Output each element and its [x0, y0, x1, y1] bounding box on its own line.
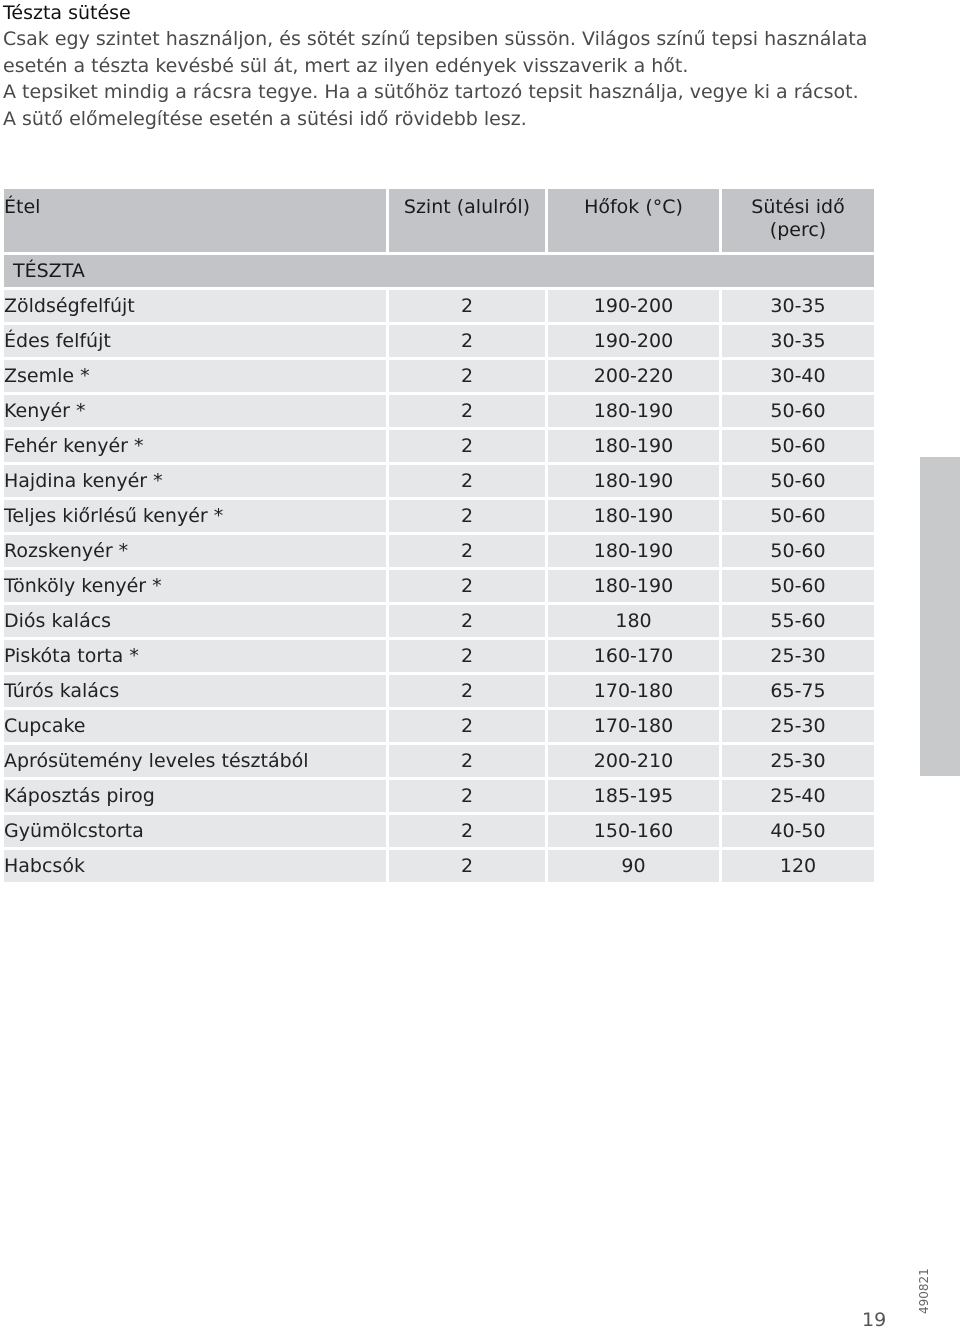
table-row [4, 745, 874, 780]
cell-temperature: 180-190 [548, 465, 722, 500]
cell-food: Hajdina kenyér * [4, 465, 389, 500]
header-baking-time-line1: Sütési idő [751, 196, 845, 218]
cell-level: 2 [389, 325, 548, 360]
cell-baking-time: 25-30 [722, 745, 874, 780]
cell-baking-time: 50-60 [722, 535, 874, 570]
table-row [4, 535, 874, 570]
cell-temperature: 170-180 [548, 675, 722, 710]
cell-food: Piskóta torta * [4, 640, 389, 675]
cell-baking-time: 50-60 [722, 465, 874, 500]
table-row [4, 640, 874, 675]
cell-level: 2 [389, 780, 548, 815]
cell-baking-time: 30-35 [722, 325, 874, 360]
cell-level: 2 [389, 745, 548, 780]
cell-food: Túrós kalács [4, 675, 389, 710]
intro-line: esetén a tészta kevésbé sül át, mert az ilyen edények visszaverik a hőt. [3, 54, 689, 77]
header-temperature: Hőfok (°C) [548, 189, 722, 255]
side-tab-marker [920, 457, 960, 776]
cell-food: Habcsók [4, 850, 389, 885]
cell-temperature: 180-190 [548, 395, 722, 430]
intro-line: A sütő előmelegítése esetén a sütési idő rövidebb lesz. [3, 107, 527, 130]
cell-baking-time: 50-60 [722, 395, 874, 430]
cell-baking-time: 50-60 [722, 500, 874, 535]
cell-baking-time: 25-30 [722, 710, 874, 745]
cell-level: 2 [389, 395, 548, 430]
table-row [4, 710, 874, 745]
cell-temperature: 180-190 [548, 430, 722, 465]
table-row [4, 570, 874, 605]
table-row [4, 290, 874, 325]
cell-baking-time: 30-40 [722, 360, 874, 395]
header-food: Étel [4, 189, 389, 255]
cell-food: Cupcake [4, 710, 389, 745]
cell-temperature: 180-190 [548, 535, 722, 570]
cell-level: 2 [389, 290, 548, 325]
cell-level: 2 [389, 465, 548, 500]
cell-food: Káposztás pirog [4, 780, 389, 815]
cell-food: Teljes kiőrlésű kenyér * [4, 500, 389, 535]
cell-baking-time: 40-50 [722, 815, 874, 850]
cell-level: 2 [389, 675, 548, 710]
cell-food: Diós kalács [4, 605, 389, 640]
intro-paragraph [3, 26, 943, 132]
cell-food: Tönköly kenyér * [4, 570, 389, 605]
cell-temperature: 170-180 [548, 710, 722, 745]
table-header-row [4, 189, 874, 255]
cell-level: 2 [389, 815, 548, 850]
cell-food: Kenyér * [4, 395, 389, 430]
cell-temperature: 200-210 [548, 745, 722, 780]
section-label: TÉSZTA [4, 255, 874, 290]
cell-temperature: 160-170 [548, 640, 722, 675]
cell-temperature: 190-200 [548, 325, 722, 360]
cell-level: 2 [389, 430, 548, 465]
table-row [4, 675, 874, 710]
cell-temperature: 180-190 [548, 570, 722, 605]
cell-temperature: 185-195 [548, 780, 722, 815]
cell-baking-time: 55-60 [722, 605, 874, 640]
table-row [4, 430, 874, 465]
cell-baking-time: 25-40 [722, 780, 874, 815]
table-row [4, 395, 874, 430]
cell-level: 2 [389, 710, 548, 745]
cell-baking-time: 25-30 [722, 640, 874, 675]
cell-level: 2 [389, 850, 548, 885]
table-row [4, 780, 874, 815]
baking-table [4, 189, 874, 885]
cell-baking-time: 65-75 [722, 675, 874, 710]
document-code: 490821 [917, 1268, 931, 1314]
header-level: Szint (alulról) [389, 189, 548, 255]
cell-temperature: 180-190 [548, 500, 722, 535]
cell-temperature: 90 [548, 850, 722, 885]
page-number: 19 [862, 1309, 887, 1331]
cell-baking-time: 50-60 [722, 430, 874, 465]
table-row [4, 500, 874, 535]
cell-food: Zöldségfelfújt [4, 290, 389, 325]
header-baking-time-line2: (perc) [769, 219, 827, 241]
header-baking-time [722, 189, 874, 255]
cell-level: 2 [389, 570, 548, 605]
cell-baking-time: 30-35 [722, 290, 874, 325]
cell-temperature: 200-220 [548, 360, 722, 395]
intro-line: A tepsiket mindig a rácsra tegye. Ha a sütőhöz tartozó tepsit használja, vegye ki a rácsot. [3, 81, 859, 103]
cell-food: Fehér kenyér * [4, 430, 389, 465]
cell-food: Édes felfújt [4, 325, 389, 360]
cell-food: Zsemle * [4, 360, 389, 395]
section-row [4, 255, 874, 290]
cell-food: Gyümölcstorta [4, 815, 389, 850]
cell-baking-time: 50-60 [722, 570, 874, 605]
cell-level: 2 [389, 535, 548, 570]
cell-food: Aprósütemény leveles tésztából [4, 745, 389, 780]
cell-temperature: 150-160 [548, 815, 722, 850]
table-row [4, 465, 874, 500]
table-row [4, 815, 874, 850]
cell-food: Rozskenyér * [4, 535, 389, 570]
table-row [4, 325, 874, 360]
cell-level: 2 [389, 605, 548, 640]
table-row [4, 850, 874, 885]
table-row [4, 360, 874, 395]
cell-level: 2 [389, 360, 548, 395]
cell-level: 2 [389, 640, 548, 675]
section-title: Tészta sütése [3, 2, 131, 24]
cell-baking-time: 120 [722, 850, 874, 885]
cell-level: 2 [389, 500, 548, 535]
intro-line: Csak egy szintet használjon, és sötét színű tepsiben süssön. Világos színű tepsi használata [3, 28, 868, 50]
table-row [4, 605, 874, 640]
cell-temperature: 190-200 [548, 290, 722, 325]
cell-temperature: 180 [548, 605, 722, 640]
